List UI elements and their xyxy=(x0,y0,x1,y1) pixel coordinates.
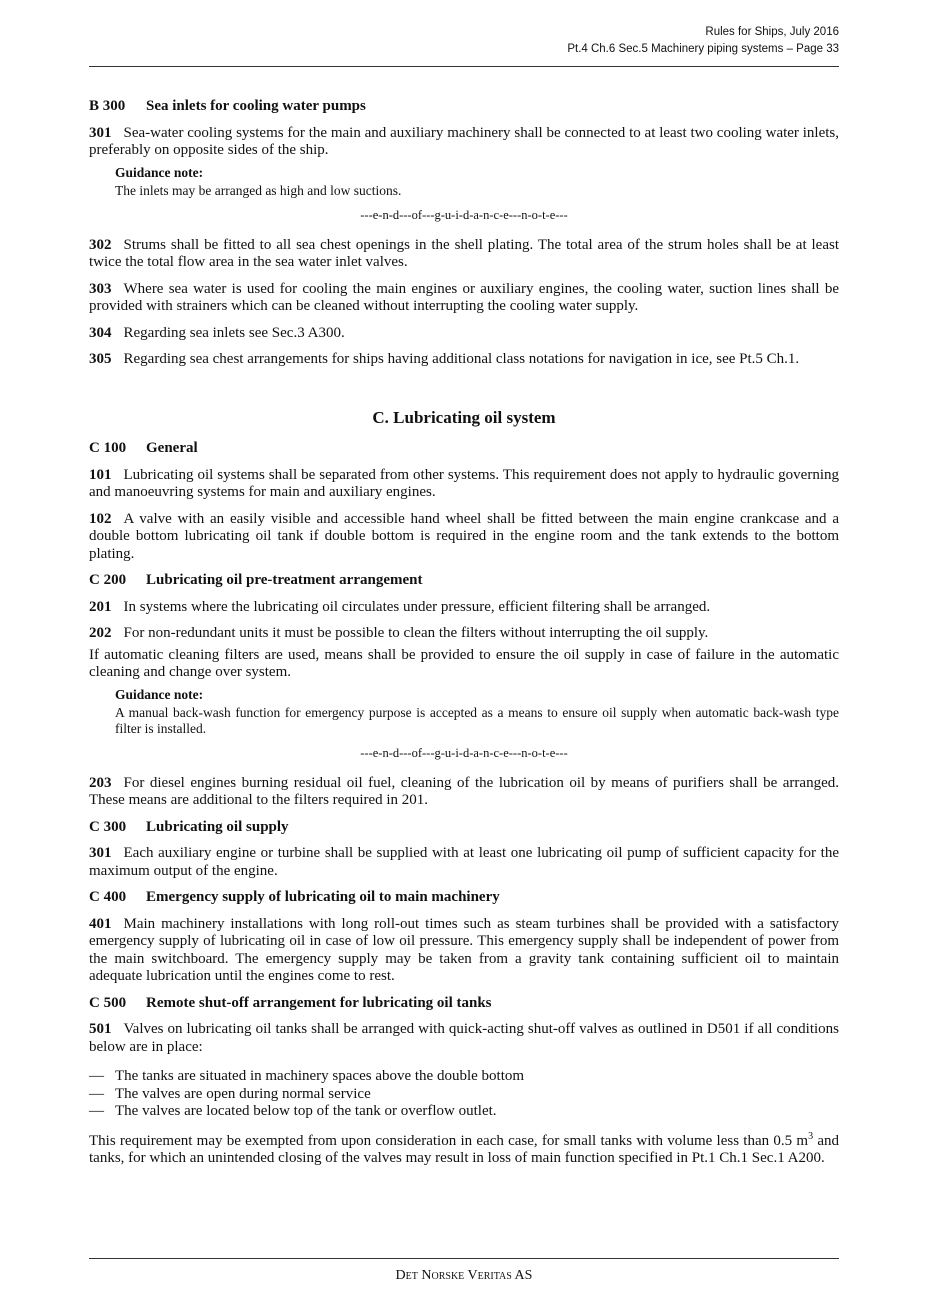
guidance-note-c200 xyxy=(115,687,839,761)
guidance-note-text: The inlets may be arranged as high and low suctions. xyxy=(115,182,402,198)
paragraph-c102: 102 A valve with an easily visible and accessible hand wheel shall be fitted between the main engine crankcase and a double bottom lubricating oil tank if double bottom is required in the engine room and the tank extends to the bottom plating. xyxy=(89,510,839,562)
guidance-note-title: Guidance note: xyxy=(115,686,204,702)
paragraph-c202: 202 For non-redundant units it must be possible to clean the filters without interrupting the oil supply. xyxy=(89,625,709,641)
subsection-heading-b300: B 300 Sea inlets for cooling water pumps xyxy=(89,98,366,114)
paragraph-c501-exemption: This requirement may be exempted from upon consideration in each case, for small tanks with volume less than 0.5 $m^3$ and tanks, for which an unintended closing of the valves may result in loss of main function specified in Pt.1 Ch.1 Sec.1 A200. xyxy=(89,1130,839,1166)
paragraph-b304: 304 Regarding sea inlets see Sec.3 A300. xyxy=(89,324,345,341)
guidance-note-title: Guidance note: xyxy=(115,164,204,180)
header-location: Pt.4 Ch.6 Sec.5 Machinery piping systems – Page 33 xyxy=(567,43,839,55)
footer-rule xyxy=(89,1258,839,1259)
subsection-heading-c100: C 100 General xyxy=(89,440,198,456)
page-footer: Det Norske Veritas AS xyxy=(395,1268,533,1283)
paragraph-b303: 303 Where sea water is used for cooling the main engines or auxiliary engines, the cooling water, suction lines shall be provided with strainers which can be cleaned without interrupting the cooling water supply. xyxy=(89,280,839,314)
paragraph-c501: 501 Valves on lubricating oil tanks shall be arranged with quick-acting shut-off valves as outlined in D501 if all conditions below are in place: xyxy=(89,1021,839,1055)
header-publication: Rules for Ships, July 2016 xyxy=(705,26,839,38)
guidance-note-end: ---e-n-d---of---g-u-i-d-a-n-c-e---n-o-t-e--- xyxy=(360,745,568,760)
paragraph-b302: 302 Strums shall be fitted to all sea chest openings in the shell plating. The total area of the strum holes shall be at least twice the total flow area in the sea water inlet valves. xyxy=(89,236,839,270)
paragraph-c201: 201 In systems where the lubricating oil circulates under pressure, efficient filtering shall be arranged. xyxy=(89,598,711,615)
condition-list xyxy=(89,1068,839,1121)
guidance-note-b300 xyxy=(115,165,839,223)
page-header xyxy=(567,24,839,58)
paragraph-c401: 401 Main machinery installations with long roll-out times such as steam turbines shall be provided with a satisfactory emergency supply of lubricating oil in case of low oil pressure. This emergency supply shall be independent of power from the main switchboard. The emergency supply may be taken from a gravity tank containing sufficient oil to maintain adequate lubrication until the engines come to rest. xyxy=(89,915,839,984)
subsection-heading-c400: C 400 Emergency supply of lubricating oil to main machinery xyxy=(89,889,500,905)
paragraph-b305: 305 Regarding sea chest arrangements for ships having additional class notations for navigation in ice, see Pt.5 Ch.1. xyxy=(89,351,800,367)
subsection-heading-c500: C 500 Remote shut-off arrangement for lubricating oil tanks xyxy=(89,994,492,1011)
list-item: — The valves are open during normal service xyxy=(89,1085,371,1102)
paragraph-c203: 203 For diesel engines burning residual oil fuel, cleaning of the lubrication oil by means of purifiers shall be arranged. These means are additional to the filters required in 201. xyxy=(89,774,839,808)
document-body xyxy=(89,98,839,1177)
guidance-note-end: ---e-n-d---of---g-u-i-d-a-n-c-e---n-o-t-e--- xyxy=(360,207,568,222)
paragraph-b301: 301 Sea-water cooling systems for the main and auxiliary machinery shall be connected to at least two cooling water inlets, preferably on opposite sides of the ship. xyxy=(89,124,839,158)
subsection-heading-c300: C 300 Lubricating oil supply xyxy=(89,818,289,835)
list-item: — The valves are located below top of the tank or overflow outlet. xyxy=(89,1103,497,1119)
paragraph-c301: 301 Each auxiliary engine or turbine shall be supplied with at least one lubricating oil pump of sufficient capacity for the maximum output of the engine. xyxy=(89,845,839,879)
section-title-c: C. Lubricating oil system xyxy=(372,407,556,427)
header-rule xyxy=(89,66,839,67)
subsection-heading-c200: C 200 Lubricating oil pre-treatment arrangement xyxy=(89,572,423,588)
list-item: — The tanks are situated in machinery spaces above the double bottom xyxy=(89,1068,525,1084)
paragraph-c101: 101 Lubricating oil systems shall be separated from other systems. This requirement does not apply to hydraulic governing and manoeuvring systems for main and auxiliary engines. xyxy=(89,466,839,500)
guidance-note-text: A manual back-wash function for emergency purpose is accepted as a means to ensure oil supply when automatic back-wash type filter is installed. xyxy=(115,704,839,736)
paragraph-c202-continued: If automatic cleaning filters are used, means shall be provided to ensure the oil supply in case of failure in the automatic cleaning and change over system. xyxy=(89,646,839,680)
